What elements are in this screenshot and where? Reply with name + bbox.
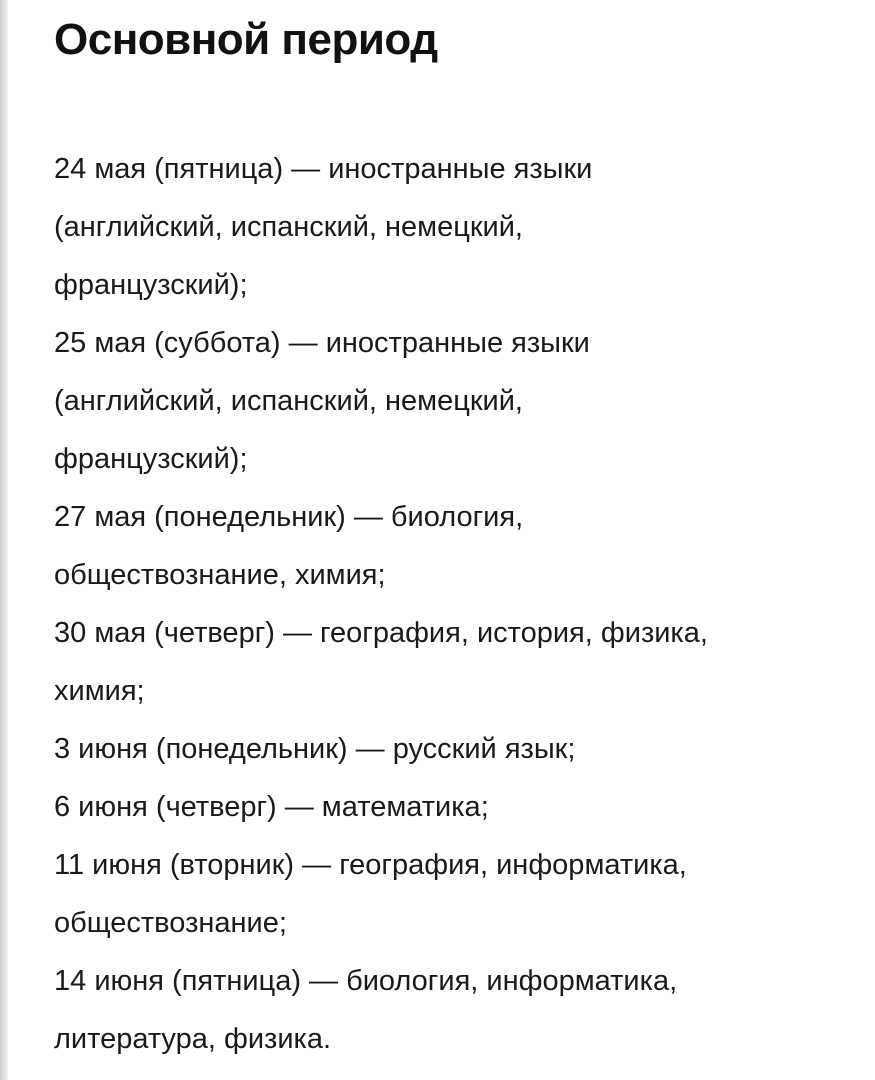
- schedule-item-may-25: [54, 314, 854, 488]
- page-title: Основной период: [54, 15, 438, 64]
- page-edge-shadow: [0, 0, 8, 1080]
- schedule-line: литература, физика.: [54, 1023, 332, 1055]
- schedule-line: 14 июня (пятница) — биология, информатика,: [54, 965, 678, 997]
- schedule-item-june-3: [54, 720, 854, 778]
- schedule-line: 24 мая (пятница) — иностранные языки: [54, 153, 593, 185]
- schedule-item-june-14: [54, 952, 854, 1068]
- schedule-line: обществознание, химия;: [54, 559, 386, 591]
- schedule-item-may-30: [54, 604, 854, 720]
- schedule-line: (английский, испанский, немецкий,: [54, 211, 523, 243]
- schedule-item-may-27: [54, 488, 854, 604]
- schedule-line: 25 мая (суббота) — иностранные языки: [54, 327, 590, 359]
- schedule-line: обществознание;: [54, 907, 287, 939]
- schedule-item-may-24: [54, 140, 854, 314]
- schedule-line: 30 мая (четверг) — география, история, физика,: [54, 617, 708, 649]
- exam-schedule-list: [54, 140, 854, 1068]
- schedule-line: химия;: [54, 675, 145, 707]
- schedule-line: французский);: [54, 443, 248, 475]
- schedule-line: 6 июня (четверг) — математика;: [54, 791, 489, 823]
- schedule-line: 27 мая (понедельник) — биология,: [54, 501, 524, 533]
- schedule-item-june-6: [54, 778, 854, 836]
- schedule-item-june-11: [54, 836, 854, 952]
- schedule-line: 11 июня (вторник) — география, информатика,: [54, 849, 687, 881]
- schedule-line: французский);: [54, 269, 248, 301]
- schedule-line: 3 июня (понедельник) — русский язык;: [54, 733, 576, 765]
- schedule-line: (английский, испанский, немецкий,: [54, 385, 523, 417]
